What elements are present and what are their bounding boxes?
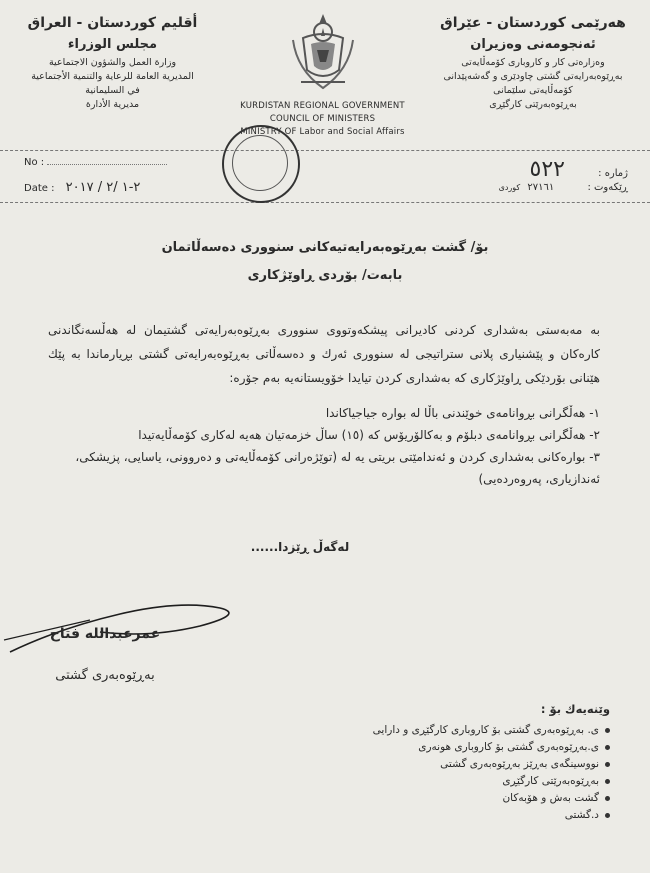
bullet-icon — [605, 796, 610, 801]
city-line-arabic: في السليمانية — [85, 85, 140, 96]
council-title-kurdish: ئەنجومەنی وەزیران — [470, 37, 596, 52]
letter-subject: بابەت/ بۆردی ڕاوێژكاری — [247, 268, 403, 283]
krg-english-title: KURDISTAN REGIONAL GOVERNMENT — [240, 101, 405, 111]
ministry-english-title: MINISTRY OF Labor and Social Affairs — [240, 127, 405, 137]
signer-name: عمرعبدالله فتاح — [49, 626, 161, 642]
directorate-line-kurdish: بەڕێوەبەرایەتی گشتی چاودێری و گەشەپێدانی — [443, 71, 623, 82]
date-value: ٢-١ /٢ / ٢٠١٧ — [65, 180, 141, 195]
cc-item: بەڕێوەبەرێتی كارگێڕی — [190, 773, 610, 790]
header-arabic — [10, 14, 215, 112]
number-value: ٥٢٢ — [529, 157, 565, 182]
region-title-kurdish: هەرێمی كوردستان - عێراق — [440, 15, 626, 31]
cc-item: گشت بەش و هۆبەكان — [190, 790, 610, 807]
bullet-icon — [605, 728, 610, 733]
region-title-arabic: أقليم كوردستان - العراق — [27, 15, 198, 31]
header-kurdish — [428, 14, 638, 112]
header-divider-top — [0, 150, 650, 151]
list-item-1: ١- هەڵگرانی بڕوانامەی خوێندنی باڵا لە بوارە جیاجیاكاندا — [325, 406, 600, 420]
ministry-line-arabic: وزارة العمل والشؤون الاجتماعية — [48, 57, 177, 68]
number-label: ژمارە : — [598, 168, 628, 179]
official-stamp — [222, 125, 300, 203]
cc-item: د.گشتی — [190, 807, 610, 824]
kurdish-date-label: ڕێكەوت : — [587, 182, 628, 193]
date-label: Date : — [24, 183, 55, 194]
letter-list — [48, 402, 600, 490]
council-english-title: COUNCIL OF MINISTERS — [269, 114, 376, 124]
kurdi-label: كوردی — [498, 183, 521, 192]
ministry-line-kurdish: وەزارەتی كار و كاروباری كۆمەڵایەتی — [461, 57, 605, 68]
city-line-kurdish: كۆمەڵایەتی سلێمانی — [493, 85, 573, 96]
no-field — [24, 157, 167, 168]
list-item-2: ٢- هەڵگرانی بڕوانامەی دبلۆم و بەكالۆریۆس كە (١٥) ساڵ خزمەتیان هەیە لەكاری كۆمەڵایەتیدا — [138, 428, 600, 442]
header-center — [215, 10, 430, 139]
department-line-arabic: مديرية الأدارة — [85, 99, 140, 110]
cc-item: ى.بەڕێوەبەری گشتی بۆ كاروباری هونەری — [190, 739, 610, 756]
directorate-line-arabic: المديرية العامة للرعاية والتنمية الأجتماعية — [31, 71, 194, 82]
signature-scribble — [0, 580, 320, 660]
cc-item: ى. بەڕێوەبەری گشتی بۆ كاروباری كارگێڕی و دارایی — [190, 722, 610, 739]
cc-item: نووسینگەی بەڕێز بەڕێوەبەری گشتی — [190, 756, 610, 773]
letter-addressee: بۆ/ گشت بەڕێوەبەرایەتیەكانی سنووری دەسەڵاتمان — [161, 240, 489, 255]
krg-emblem-icon — [283, 10, 363, 96]
list-item-3: ٣- بوارەكانی بەشداری كردن و ئەندامێتی بریتی یە لە (توێژەرانی كۆمەڵایەتی و دەروونی، یاسایی، پزیشكی، ئەندازیاری، پەروەردەیی) — [75, 450, 600, 486]
bullet-icon — [605, 745, 610, 750]
bullet-icon — [605, 779, 610, 784]
cc-list — [190, 722, 610, 824]
date-field — [24, 180, 140, 195]
header-divider-bottom — [0, 202, 650, 203]
council-title-arabic: مجلس الوزراء — [67, 37, 158, 52]
department-line-kurdish: بەڕێوەبەرێتی كارگێڕی — [489, 99, 577, 110]
bullet-icon — [605, 762, 610, 767]
no-label: No : — [24, 157, 45, 168]
signer-title: بەڕێوەبەری گشتی — [55, 668, 155, 683]
cc-heading: وێنەیەك بۆ : — [540, 702, 610, 716]
letter-body: بە مەبەستی بەشداری كردنی كادیرانی پیشكەوتووی سنووری بەڕێوەبەرایەتی گشتیمان لە هەڵسەنگاندنی كارەكان و پێشنیاری پلانی ستراتیجی لە سنووری ئەرك و دەسەڵاتی بەڕێوەبەرایەتی گشتی بڕیارماندا بە پێك هێنانی بۆردێكی ڕاوێژكاری كە بەشداری كردن تیایدا خۆویستانەیە بەم جۆرە: — [48, 323, 600, 385]
kurdish-date-field — [499, 182, 628, 193]
kurdish-date-value: ٢٧١٦١ — [527, 182, 555, 193]
bullet-icon — [605, 813, 610, 818]
number-field — [530, 157, 629, 182]
stamp-inner-ring — [232, 135, 288, 191]
letter-closing: لەگەڵ ڕێزدا...... — [250, 540, 350, 554]
